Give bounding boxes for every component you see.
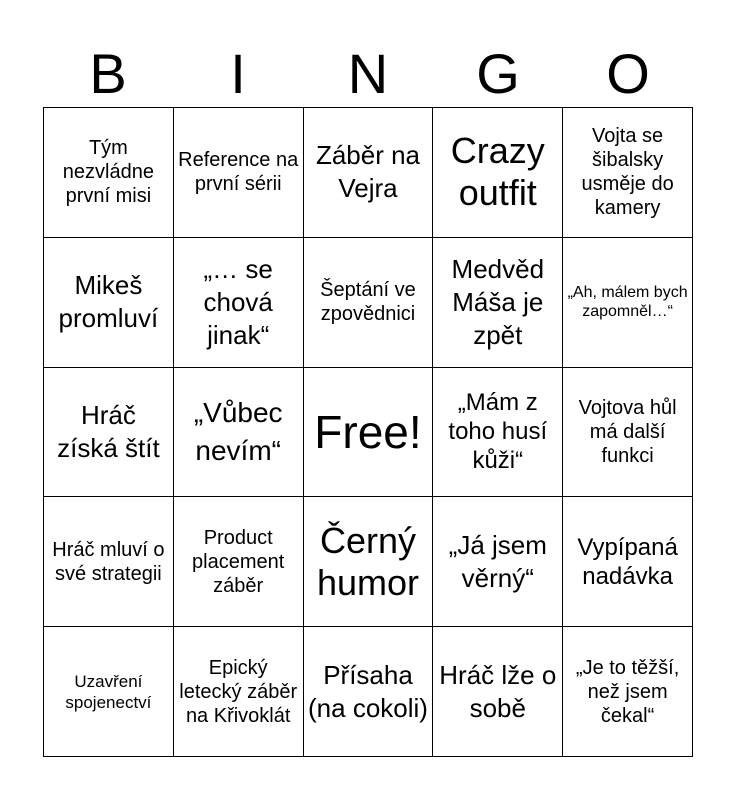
bingo-cell[interactable] — [44, 238, 174, 368]
bingo-cell[interactable] — [304, 108, 434, 238]
bingo-cell[interactable] — [563, 497, 693, 627]
bingo-cell[interactable] — [174, 497, 304, 627]
header-letter-g: G — [476, 42, 520, 105]
cell-text: Mikeš promluví — [58, 270, 159, 334]
bingo-cell[interactable] — [44, 627, 174, 757]
bingo-cell[interactable] — [433, 108, 563, 238]
cell-text: Medvěd Máša je zpět — [451, 253, 545, 350]
bingo-cell[interactable] — [304, 238, 434, 368]
cell-text: „Je to těžší, než jsem čekal“ — [575, 656, 680, 727]
cell-text: „Ah, málem bych zapomněl…“ — [567, 284, 688, 321]
bingo-cell[interactable] — [563, 238, 693, 368]
free-space-text: Free! — [314, 405, 422, 458]
bingo-cell[interactable] — [174, 238, 304, 368]
cell-text: Vojtova hůl má další funkci — [578, 396, 677, 467]
bingo-cell[interactable] — [44, 497, 174, 627]
cell-text: „… se chová jinak“ — [203, 253, 273, 350]
cell-text: Uzavření spojenectví — [65, 671, 152, 712]
cell-text: Vojta se šibalsky usměje do kamery — [581, 125, 674, 220]
bingo-cell[interactable] — [433, 238, 563, 368]
cell-text: Crazy outfit — [450, 130, 545, 214]
cell-text: Černý humor — [316, 519, 420, 603]
bingo-cell[interactable] — [174, 108, 304, 238]
bingo-cell[interactable] — [433, 368, 563, 498]
bingo-cell[interactable] — [304, 627, 434, 757]
cell-text: „Mám z toho husí kůži“ — [448, 389, 548, 475]
bingo-cell[interactable] — [44, 108, 174, 238]
cell-text: Vypípaná nadávka — [577, 533, 678, 590]
header-letter-n: N — [347, 42, 389, 105]
bingo-header — [43, 40, 693, 108]
cell-text: Šeptání ve zpovědnici — [320, 279, 416, 326]
bingo-board — [43, 107, 693, 757]
header-letter-i: I — [230, 42, 246, 105]
header-letter-o: O — [606, 42, 650, 105]
bingo-cell[interactable] — [433, 627, 563, 757]
cell-text: Product placement záběr — [192, 526, 285, 597]
header-letter-b: B — [89, 42, 127, 105]
cell-text: Záběr na Vejra — [315, 140, 421, 204]
cell-text: Tým nezvládne první misi — [62, 137, 154, 208]
bingo-cell[interactable] — [174, 368, 304, 498]
bingo-cell[interactable] — [304, 497, 434, 627]
cell-text: Epický letecký záběr na Křivoklát — [179, 656, 298, 727]
bingo-cell[interactable] — [563, 368, 693, 498]
cell-text: „Já jsem věrný“ — [448, 529, 547, 593]
cell-text: Hráč mluví o své strategii — [52, 538, 165, 585]
bingo-cell[interactable] — [563, 108, 693, 238]
cell-text: Reference na první sérii — [178, 149, 299, 196]
cell-text: Přísaha (na cokoli) — [308, 659, 428, 723]
cell-text: „Vůbec nevím“ — [193, 396, 283, 466]
bingo-cell[interactable] — [174, 627, 304, 757]
bingo-cell[interactable] — [44, 368, 174, 498]
cell-text: Hráč lže o sobě — [439, 659, 557, 723]
bingo-cell-free[interactable] — [304, 368, 434, 498]
cell-text: Hráč získá štít — [57, 399, 160, 463]
bingo-cell[interactable] — [433, 497, 563, 627]
bingo-cell[interactable] — [563, 627, 693, 757]
